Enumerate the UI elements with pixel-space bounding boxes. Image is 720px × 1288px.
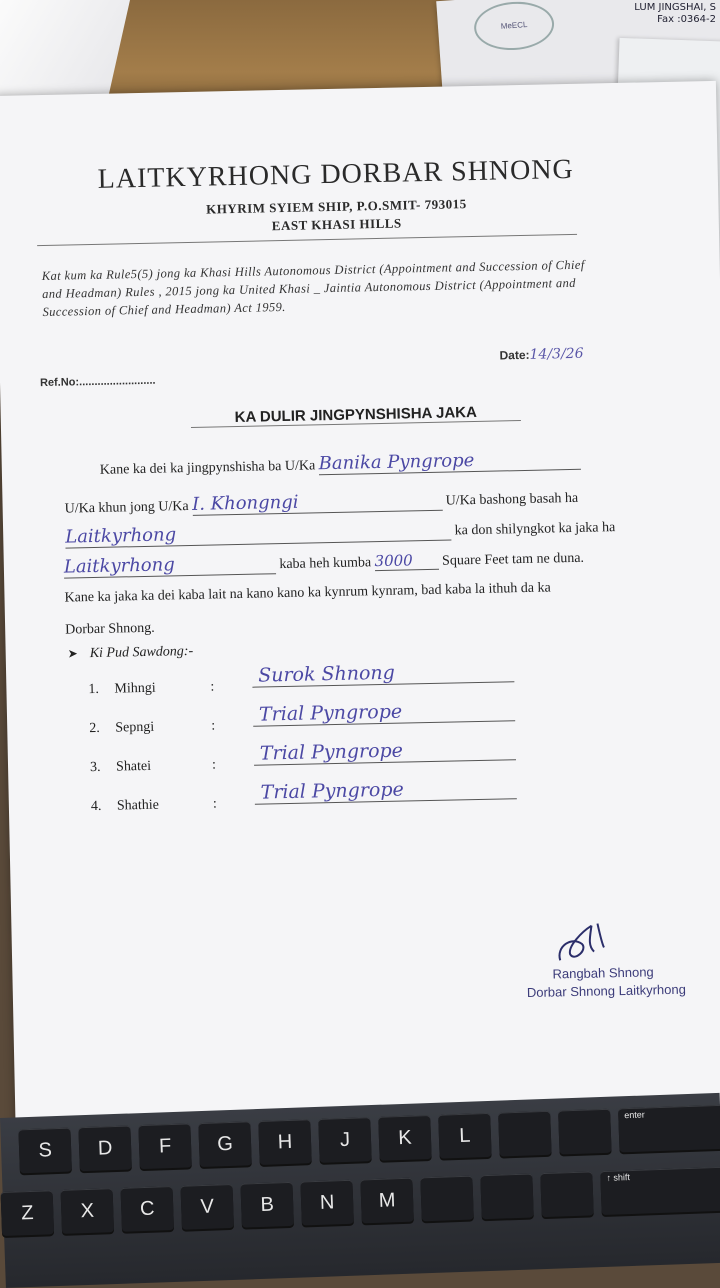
key-enter[interactable]: enter xyxy=(618,1105,720,1153)
ref-number-field: Ref.No:......................... xyxy=(39,374,156,390)
key-v[interactable]: V xyxy=(180,1184,234,1230)
body-line-6: Dorbar Shnong. xyxy=(65,620,155,638)
key-x[interactable]: X xyxy=(61,1188,115,1234)
key-j[interactable]: J xyxy=(318,1117,372,1163)
witness-heading: ➤ Ki Pud Sawdong:- xyxy=(67,643,194,662)
signatory-org: Dorbar Shnong Laitkyrhong xyxy=(526,981,687,1001)
key-quote[interactable] xyxy=(558,1109,612,1155)
date-label: Date: xyxy=(499,347,530,363)
key-period[interactable] xyxy=(480,1173,534,1219)
document-subtitle-district: EAST KHASI HILLS xyxy=(271,215,402,234)
witness-name: Trial Pyngrope xyxy=(253,698,515,726)
witness-row: 4. Shathie : Trial Pyngrope xyxy=(91,790,531,815)
witness-row: 2. Sepngi : Trial Pyngrope xyxy=(89,712,529,737)
key-h[interactable]: H xyxy=(258,1119,312,1165)
witness-name: Trial Pyngrope xyxy=(254,776,516,804)
witness-row: 3. Shatei : Trial Pyngrope xyxy=(90,751,530,776)
office-stamp: MeECL xyxy=(473,0,556,53)
applicant-name: Banika Pyngrope xyxy=(318,448,580,475)
key-k[interactable]: K xyxy=(378,1115,432,1161)
certificate-heading: KA DULIR JINGPYNSHISHA JAKA xyxy=(191,403,521,428)
body-line-3: Laitkyrhong ka don shilyngkot ka jaka ha xyxy=(65,520,616,548)
key-z[interactable]: Z xyxy=(1,1190,55,1236)
key-g[interactable]: G xyxy=(198,1121,252,1167)
witness-name: Trial Pyngrope xyxy=(254,737,516,765)
key-m[interactable]: M xyxy=(360,1178,414,1224)
key-d[interactable]: D xyxy=(78,1125,132,1171)
key-c[interactable]: C xyxy=(121,1186,175,1232)
key-n[interactable]: N xyxy=(300,1180,354,1226)
witness-name: Surok Shnong xyxy=(252,659,514,687)
document-page xyxy=(0,81,720,1156)
key-f[interactable]: F xyxy=(138,1123,192,1169)
land-area: 3000 xyxy=(374,551,438,571)
key-slash[interactable] xyxy=(540,1171,594,1217)
key-b[interactable]: B xyxy=(240,1182,294,1228)
body-line-5: Kane ka jaka ka dei kaba lait na kano kano ka kynrum kynram, bad kaba la ithuh da ka xyxy=(64,580,551,606)
background-address: LUM JINGSHAI, S Fax :0364-2 xyxy=(634,2,716,25)
date-field xyxy=(499,346,583,364)
key-semicolon[interactable] xyxy=(498,1111,552,1157)
parent-name: I. Khongngi xyxy=(192,489,442,516)
arrow-icon: ➤ xyxy=(67,646,78,661)
document-subtitle-address: KHYRIM SYIEM SHIP, P.O.SMIT- 793015 xyxy=(205,196,467,217)
witness-row: 1. Mihngi : Surok Shnong xyxy=(88,673,528,698)
key-l[interactable]: L xyxy=(438,1113,492,1159)
laptop-keyboard xyxy=(0,1093,720,1288)
key-shift[interactable]: ↑ shift xyxy=(600,1167,720,1216)
land-location: Laitkyrhong xyxy=(64,552,276,578)
residence-place: Laitkyrhong xyxy=(65,519,451,549)
document-title: LAITKYRHONG DORBAR SHNONG xyxy=(97,153,575,195)
key-comma[interactable] xyxy=(420,1176,474,1222)
signatory-title: Rangbah Shnong xyxy=(552,964,654,982)
body-line-1: Kane ka dei ka jingpynshisha ba U/Ka Banika Pyngrope xyxy=(100,448,581,480)
date-value: 14/3/26 xyxy=(529,345,584,363)
key-s[interactable]: S xyxy=(18,1128,72,1174)
rule-reference-text: Kat kum ka Rule5(5) jong ka Khasi Hills Autonomous District (Appointment and Succession of Chief and Headman) Rules , 2015 jong ka United Khasi _ Jaintia Autonomous District (Appointment and Succession of Chief and Headman) Act 1959. xyxy=(41,257,585,320)
body-line-4: Laitkyrhong kaba heh kumba 3000 Square Feet tam ne duna. xyxy=(63,550,585,578)
body-line-2: U/Ka khun jong U/Ka I. Khongngi U/Ka bashong basah ha xyxy=(64,486,578,519)
